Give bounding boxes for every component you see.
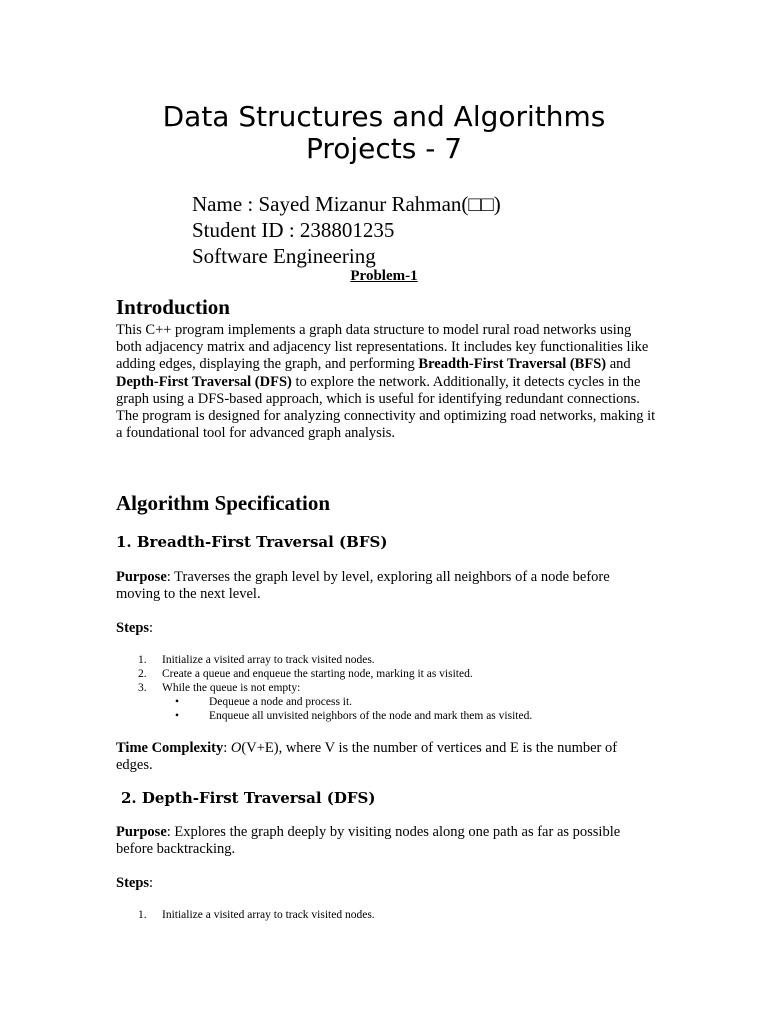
list-item-text: Initialize a visited array to track visited nodes. — [162, 654, 375, 666]
bullet-icon: • — [175, 696, 180, 708]
bfs-purpose-label: Purpose — [116, 569, 167, 585]
list-item — [138, 653, 473, 667]
list-item — [138, 667, 473, 681]
list-item-text: Initialize a visited array to track visited nodes. — [162, 909, 375, 921]
bullet-icon: • — [175, 710, 180, 722]
list-number: 1. — [138, 909, 147, 921]
dfs-purpose-text: : Explores the graph deeply by visiting nodes along one path as far as possible before backtracking. — [116, 824, 621, 858]
department: Software Engineering — [192, 244, 376, 268]
bfs-complexity-label: Time Complexity — [116, 740, 224, 756]
intro-text-2: and — [606, 356, 631, 373]
title-line-1: Data Structures and Algorithms — [162, 100, 606, 133]
dfs-heading: 2. Depth-First Traversal (DFS) — [121, 789, 376, 807]
big-o: O — [230, 740, 242, 756]
list-item-text: Dequeue a node and process it. — [209, 696, 353, 708]
problem-label: Problem-1 — [350, 268, 418, 284]
list-item — [138, 681, 473, 695]
student-info — [192, 191, 501, 269]
dfs-steps-list — [138, 908, 375, 922]
bfs-purpose-text: : Traverses the graph level by level, exploring all neighbors of a node before moving to the next level. — [116, 569, 610, 603]
dfs-purpose — [116, 824, 656, 858]
bfs-complexity-colon: : — [223, 740, 231, 756]
algorithm-spec-heading: Algorithm Specification — [116, 491, 331, 515]
list-item-text: Enqueue all unvisited neighbors of the node and mark them as visited. — [209, 710, 533, 722]
dfs-steps-label — [116, 875, 656, 892]
bfs-time-complexity — [116, 740, 656, 774]
bfs-complexity-text: (V+E), where V is the number of vertices and E is the number of edges. — [116, 740, 618, 774]
student-name: Name : Sayed Mizanur Rahman(□□) — [192, 192, 501, 216]
dfs-steps-colon: : — [149, 875, 154, 891]
student-id: Student ID : 238801235 — [192, 218, 395, 242]
list-number: 2. — [138, 668, 147, 680]
list-item — [138, 908, 375, 922]
bfs-substeps-list — [175, 695, 533, 723]
intro-text-1: This C++ program implements a graph data structure to model rural road networks using both adjacency matrix and adjacency list representations. It includes key functionalities like adding edges, displaying the graph, and performing — [116, 322, 649, 373]
bfs-steps-label — [116, 620, 656, 637]
bfs-steps-list — [138, 653, 473, 695]
intro-bold-bfs: Breadth-First Traversal (BFS) — [418, 356, 607, 373]
intro-bold-dfs: Depth-First Traversal (DFS) — [116, 373, 292, 390]
title-line-2: Projects - 7 — [305, 132, 463, 165]
dfs-purpose-label: Purpose — [116, 824, 167, 840]
bfs-steps-colon: : — [149, 620, 154, 636]
dfs-steps-word: Steps — [116, 875, 150, 891]
bfs-purpose — [116, 569, 656, 603]
introduction-paragraph — [116, 322, 656, 442]
list-number: 1. — [138, 654, 147, 666]
list-item-text: While the queue is not empty: — [162, 682, 301, 694]
bfs-heading: 1. Breadth-First Traversal (BFS) — [116, 533, 388, 551]
introduction-heading: Introduction — [116, 295, 230, 319]
intro-text-3: to explore the network. Additionally, it detects cycles in the graph using a DFS-based approach, which is useful for identifying redundant connections. The program is designed for analyzing connectivity and optimizing road networks, making it a foundational tool for advanced graph analysis. — [116, 373, 656, 442]
list-item-text: Create a queue and enqueue the starting node, marking it as visited. — [162, 668, 473, 680]
list-item — [175, 695, 532, 709]
list-number: 3. — [138, 682, 147, 694]
bfs-steps-word: Steps — [116, 620, 150, 636]
document-title — [0, 101, 768, 165]
list-item — [175, 709, 533, 723]
